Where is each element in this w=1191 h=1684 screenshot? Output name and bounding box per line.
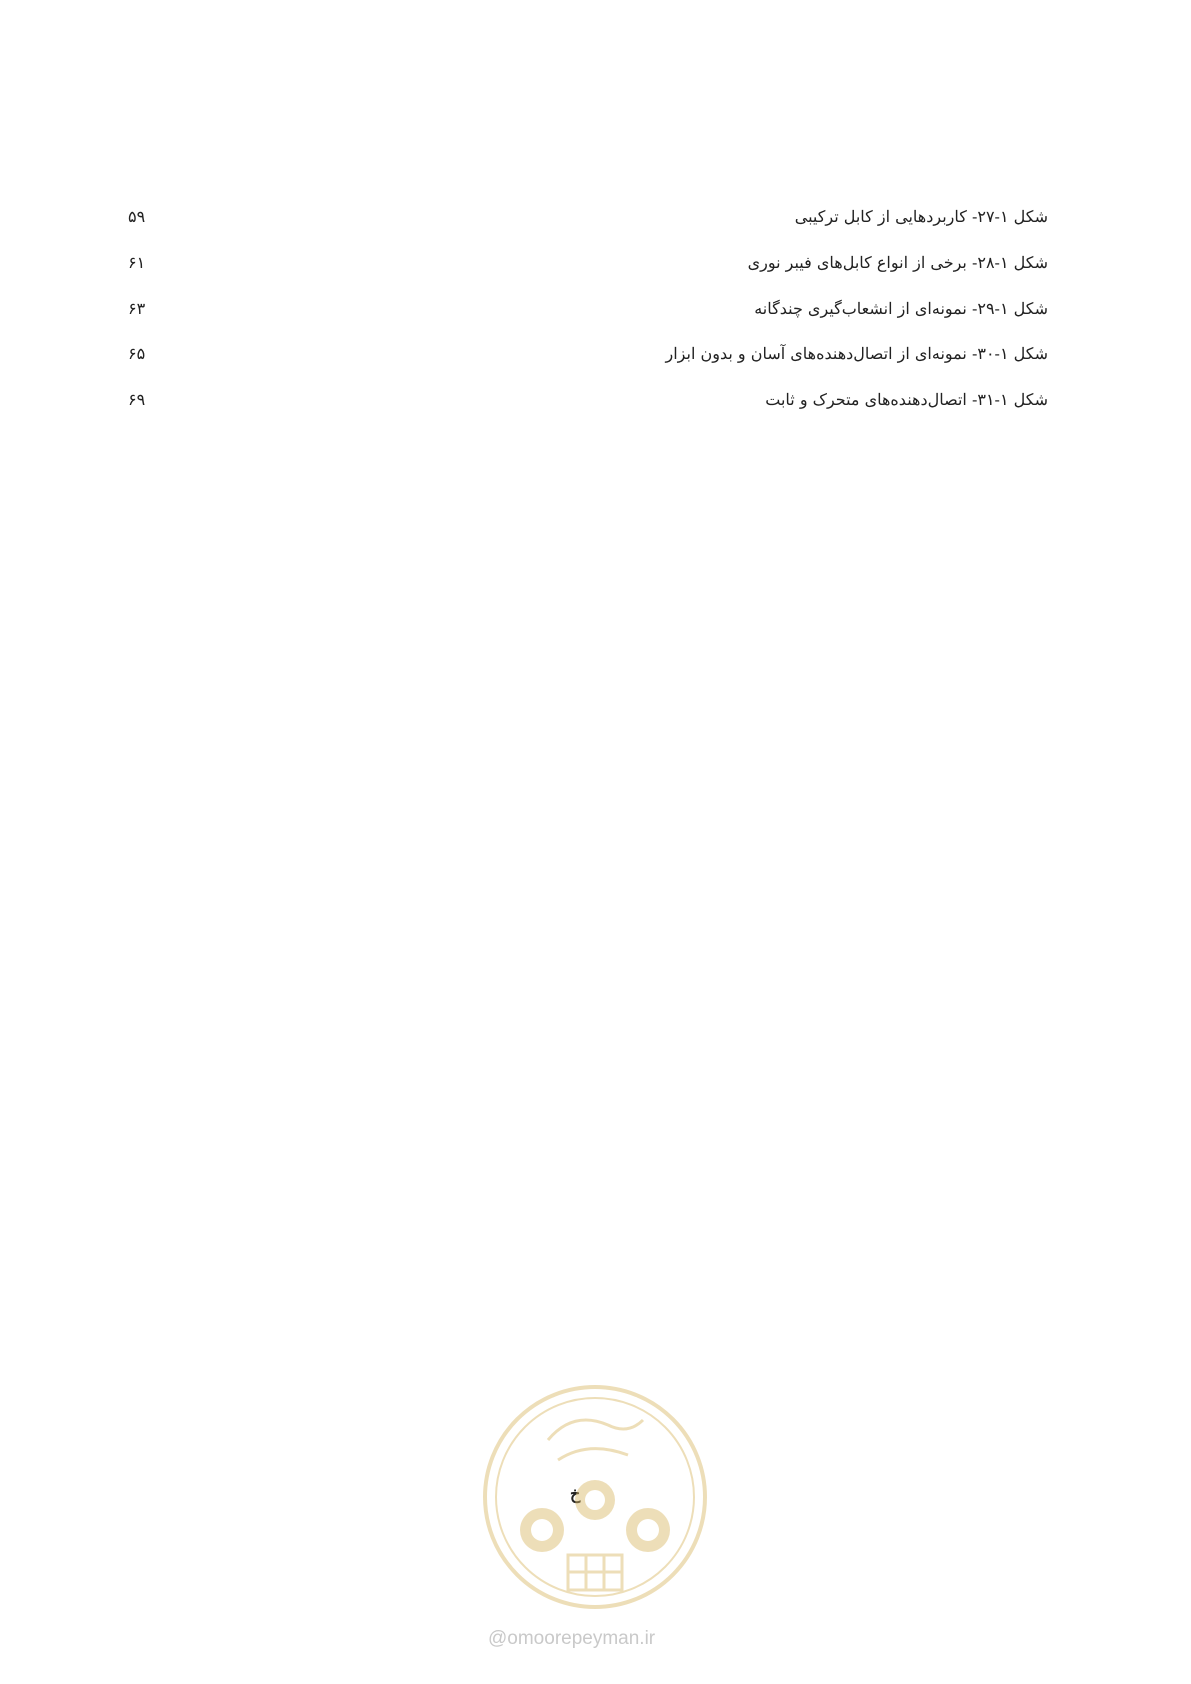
toc-entry-title: شکل ۱-۳۱- اتصال‌دهنده‌های متحرک و ثابت	[765, 390, 1048, 410]
watermark-logo-icon	[478, 1380, 712, 1614]
toc-list	[0, 206, 1191, 435]
toc-entry-title: شکل ۱-۲۸- برخی از انواع کابل‌های فیبر نوری	[747, 252, 1048, 272]
toc-entry-page: ۶۳	[128, 298, 146, 318]
toc-entry	[0, 298, 1191, 344]
toc-entry-title: شکل ۱-۲۷- کاربردهایی از کابل ترکیبی	[794, 207, 1048, 226]
toc-entry	[0, 206, 1191, 252]
page-letter: خ	[570, 1484, 581, 1503]
toc-entry	[0, 252, 1191, 298]
toc-entry-page: ۶۱	[128, 252, 146, 272]
toc-entry-page: ۶۵	[128, 344, 146, 364]
watermark-url: @omoorepeyman.ir	[488, 1628, 656, 1649]
toc-entry	[0, 389, 1191, 435]
toc-entry-title: شکل ۱-۲۹- نمونه‌ای از انشعاب‌گیری چندگانه	[754, 298, 1048, 318]
toc-entry-page: ۶۹	[128, 390, 146, 410]
toc-entry	[0, 343, 1191, 389]
toc-entry-page: ۵۹	[128, 207, 146, 226]
toc-entry-title: شکل ۱-۳۰- نمونه‌ای از اتصال‌دهنده‌های آسان و بدون ابزار	[665, 344, 1048, 364]
